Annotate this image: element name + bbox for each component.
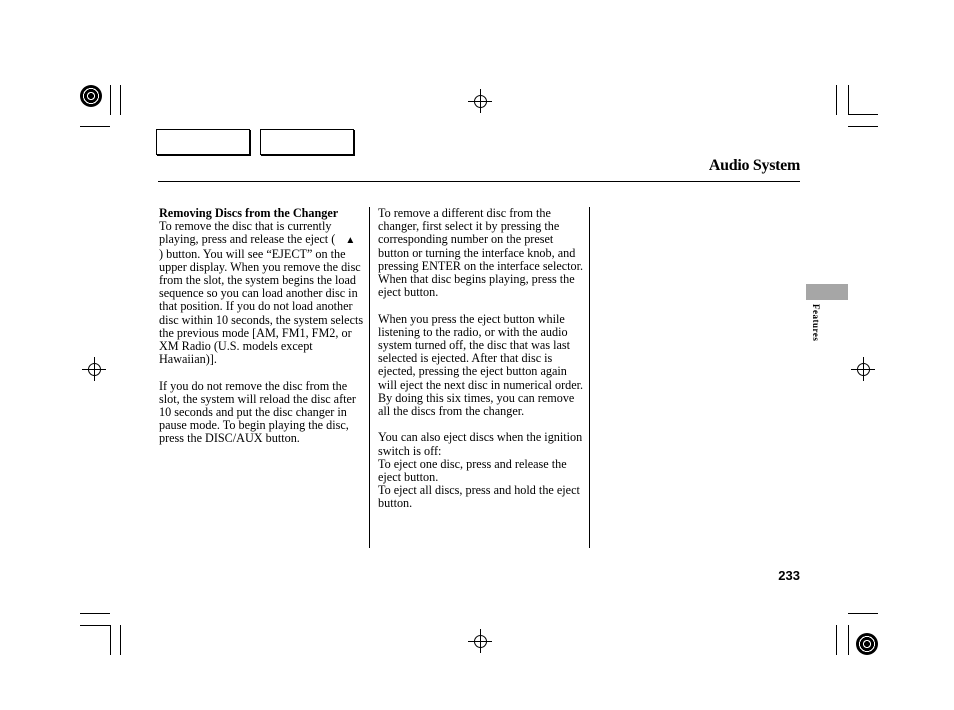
text-line: To eject one disc, press and release the eject button. [378, 456, 567, 485]
registration-target-icon [80, 85, 102, 107]
page-number: 233 [778, 568, 800, 583]
text-line: You can also eject discs when the ignition switch is off: [378, 430, 583, 458]
crosshair-icon [468, 89, 492, 113]
paragraph: If you do not remove the disc from the slot, the system will reload the disc after 10 seconds and put the disc changer in pause mode. To begin playing the disc, press the DISC/AUX button. [159, 378, 356, 446]
header-rule [158, 181, 800, 182]
section-title: Audio System [708, 157, 800, 174]
header-tab-box [260, 129, 354, 155]
chapter-tab-label: Features [811, 304, 821, 342]
text-line: To eject all discs, press and hold the eject button. [378, 483, 580, 511]
chapter-tab [806, 284, 848, 300]
paragraph: To remove a different disc from the changer, first select it by pressing the corresponding number on the preset button or turning the interface knob, and pressing ENTER on the interface selector. When that disc begins playing, press the eject button. [378, 206, 584, 300]
paragraph [378, 431, 584, 510]
subsection-heading: Removing Discs from the Changer [159, 206, 339, 220]
crosshair-icon [468, 629, 492, 653]
eject-icon: ▲ [345, 235, 356, 247]
crosshair-icon [82, 357, 106, 381]
text-run: ) button. You will see “EJECT” on the upper display. When you remove the disc from the slot, the system begins the load sequence so you can load another disc in that position. If you do not load another disc within 10 seconds, the system selects the previous mode [AM, FM1, FM2, or XM Radio (U.S. models except Hawaiian)]. [159, 246, 364, 367]
crosshair-icon [851, 357, 875, 381]
column-divider [589, 207, 590, 548]
column-1 [159, 207, 367, 459]
paragraph [159, 220, 367, 366]
column-2 [378, 207, 584, 524]
header-tab-box [156, 129, 250, 155]
column-divider [369, 207, 370, 548]
text-run: To remove the disc that is currently playing, press and release the eject ( [159, 219, 336, 247]
registration-target-icon [856, 633, 878, 655]
paragraph: When you press the eject button while listening to the radio, or with the audio system turned off, the disc that was last selected is ejected. After that disc is ejected, pressing the eject button again will eject the next disc in numerical order. By doing this six times, you can remove all the discs from the changer. [378, 311, 584, 419]
